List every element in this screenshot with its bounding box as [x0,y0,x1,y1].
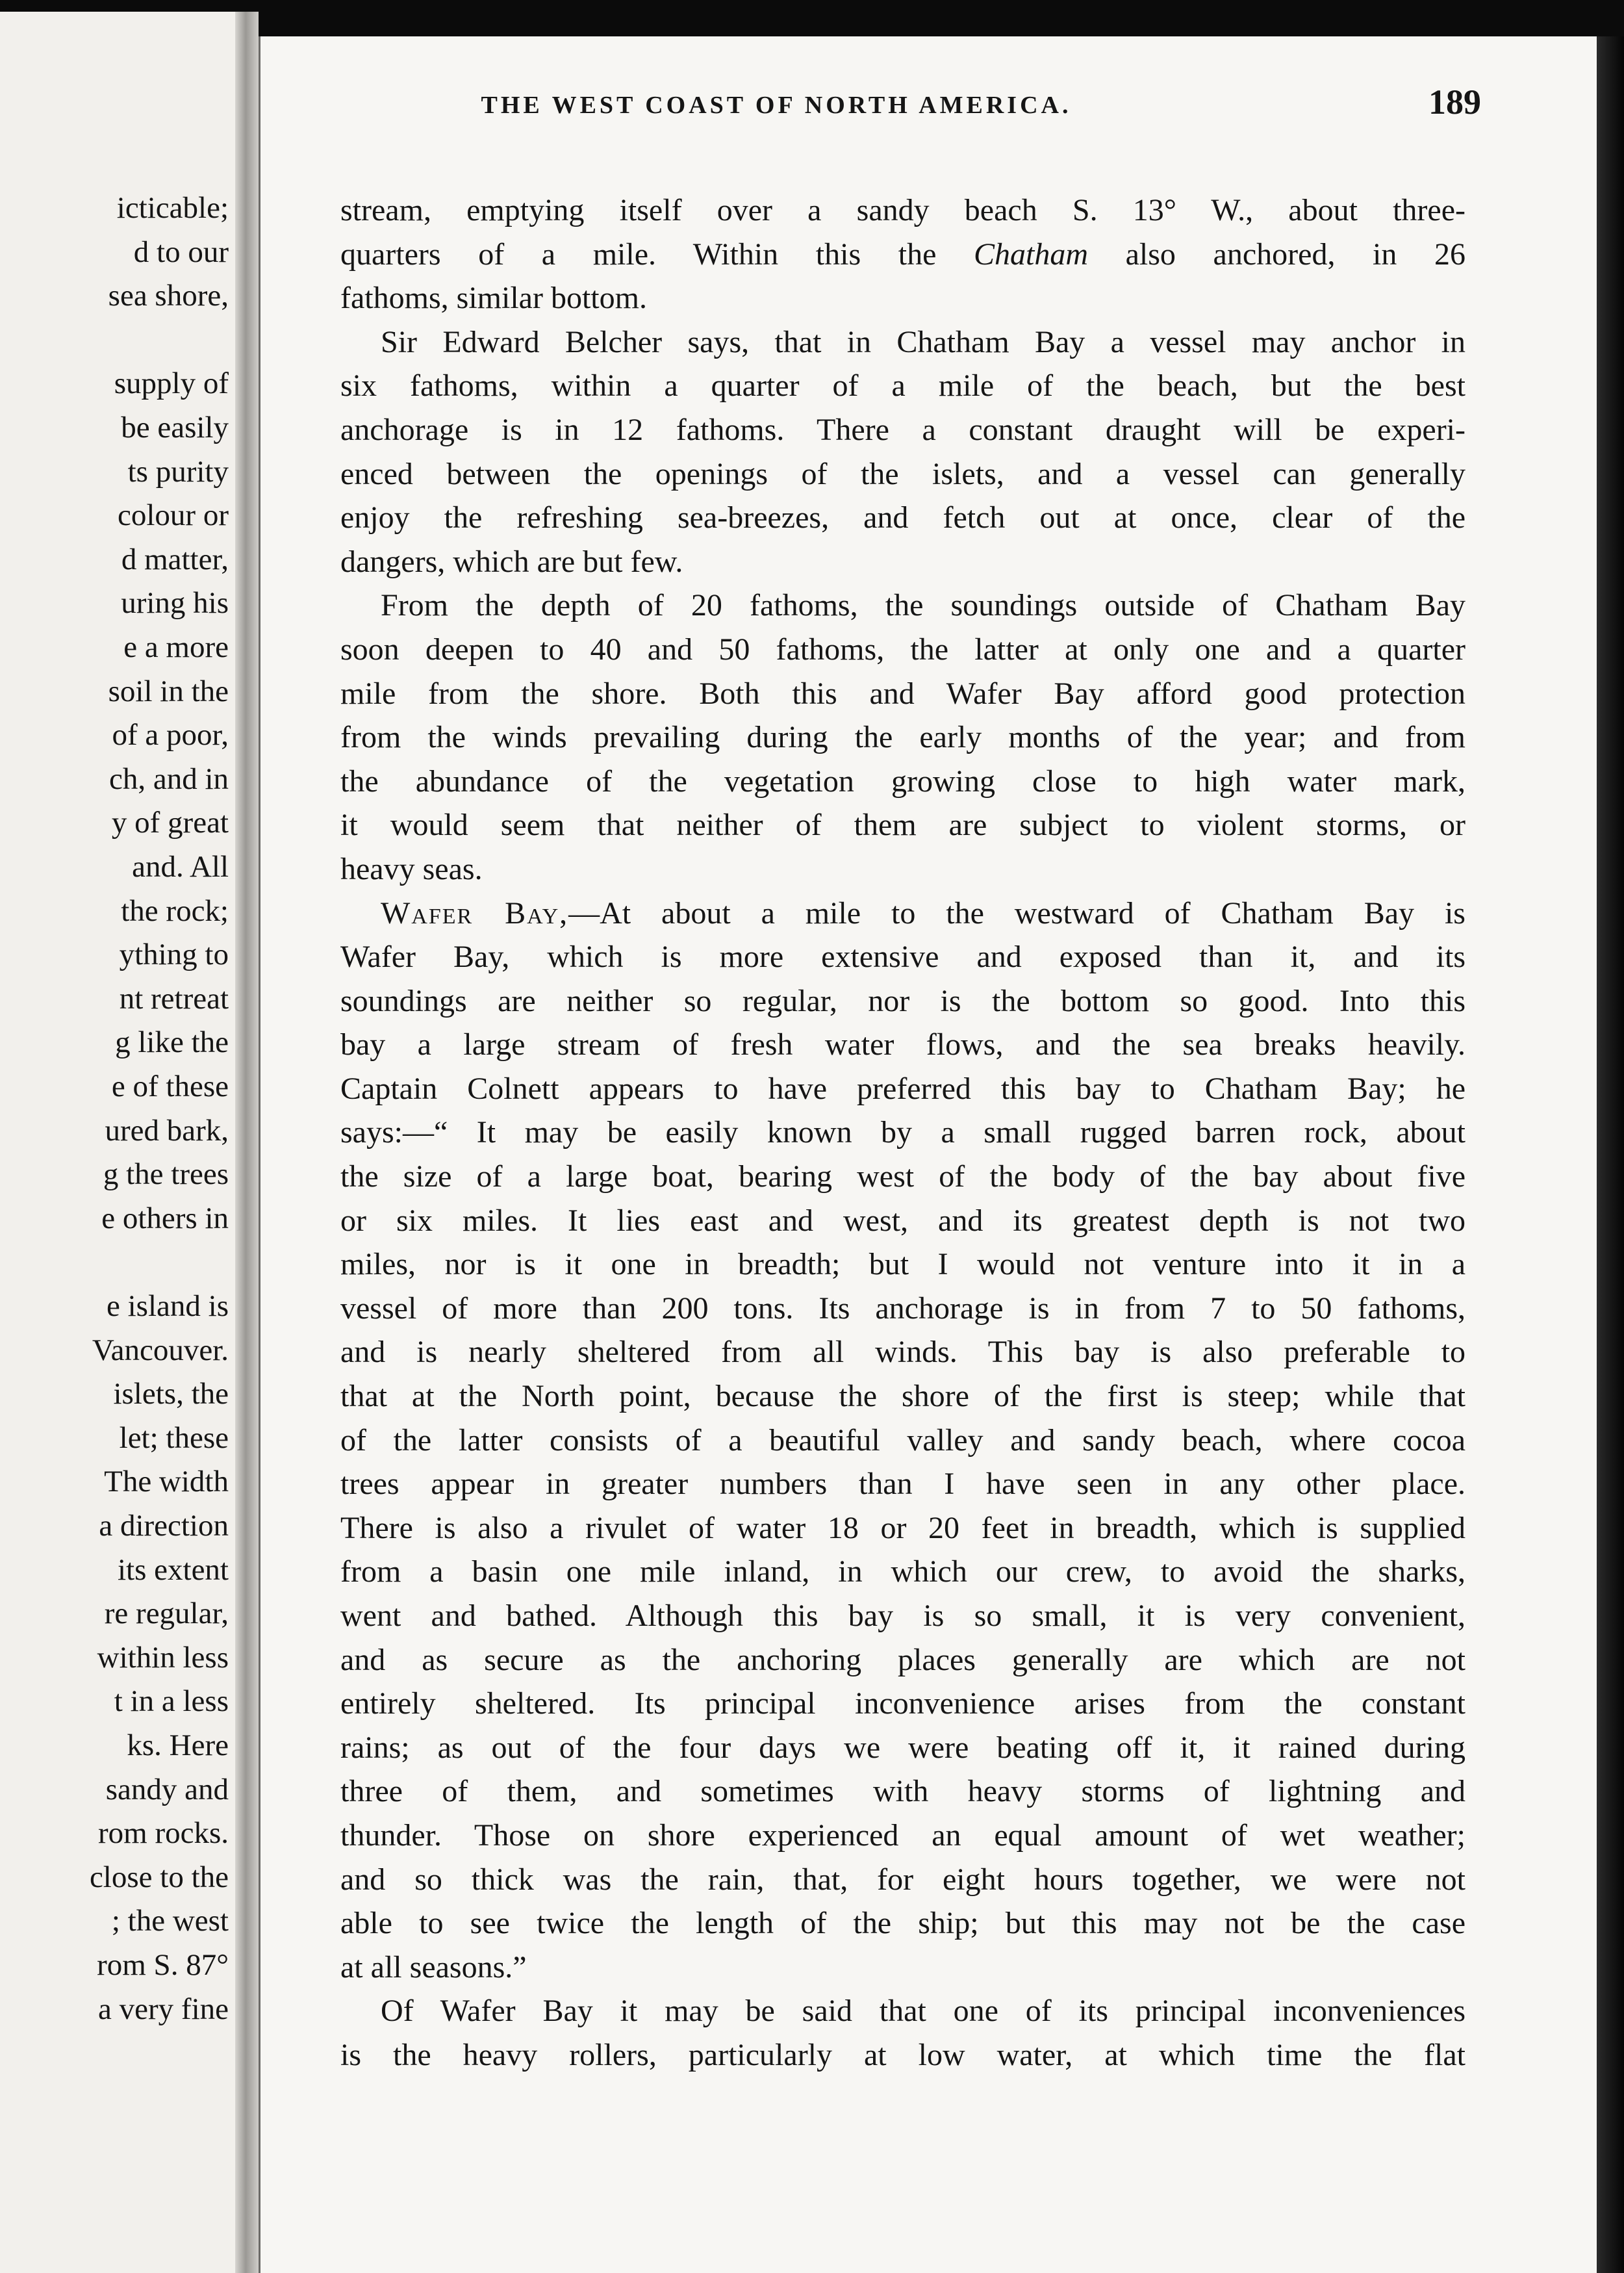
text-line: says:—“ It may be easily known by a small rugged barren rock, about [340,1115,1465,1150]
text-line: or six miles. It lies east and west, and its greatest depth is not two [340,1203,1465,1238]
paragraph [340,892,1465,1990]
text-line: quarters of a mile. Within this the Chatham also anchored, in 26 [340,237,1465,272]
text-line: thunder. Those on shore experienced an equal amount of wet weather; [340,1817,1465,1853]
text-line: miles, nor is it one in breadth; but I would not venture into it in a [340,1247,1465,1282]
facing-page-line: ; the west [111,1904,229,1938]
paragraph [340,320,1465,584]
text-line: enced between the openings of the islets, and a vessel can generally [340,456,1465,491]
text-line: dangers, which are but few. [340,544,683,579]
facing-page-line: Vancouver. [92,1333,229,1367]
paragraph [340,1989,1465,2077]
text-line: went and bathed. Although this bay is so small, it is very convenient, [340,1599,1465,1633]
text-line: Wafer Bay, which is more extensive and exposed than it, and its [340,940,1465,975]
paragraph [340,584,1465,891]
facing-page-line: ts purity [127,454,229,489]
facing-page-line: ch, and in [108,762,229,796]
facing-page-line: islets, the [113,1377,229,1411]
facing-page-line: ything to [119,938,229,972]
text-line: that at the North point, because the shore of the first is steep; while that [340,1379,1465,1414]
facing-page-line: close to the [89,1860,229,1894]
page-edge [1597,36,1624,2273]
facing-page-line: g the trees [103,1157,229,1192]
facing-page-line: a direction [99,1509,229,1543]
facing-page-line: e others in [101,1201,229,1235]
facing-page-line: within less [97,1640,229,1675]
text-line: soon deepen to 40 and 50 fathoms, the latter at only one and a quarter [340,632,1465,667]
facing-page-line: rom S. 87° [97,1948,229,1982]
text-line: and so thick was the rain, that, for eight hours together, we were not [340,1862,1465,1897]
page-number: 189 [1428,83,1481,122]
text-line: and as secure as the anchoring places generally are which are not [340,1642,1465,1677]
facing-page-line: let; these [119,1420,229,1455]
facing-page-line: ks. Here [127,1728,229,1762]
paragraph [340,188,1465,320]
facing-page-line: d to our [133,235,229,269]
facing-page-line: The width [104,1465,229,1499]
facing-page-line: of a poor, [112,718,229,752]
text-line: From the depth of 20 fathoms, the soundings outside of Chatham Bay [381,588,1465,623]
facing-page-line: e a more [123,630,229,664]
text-line: soundings are neither so regular, nor is the bottom so good. Into this [340,983,1465,1018]
book-gutter [235,12,259,2273]
facing-page-line: a very fine [98,1992,229,2026]
text-line: fathoms, similar bottom. [340,281,647,316]
facing-page-line: nt retreat [119,981,229,1016]
facing-page-line: re regular, [104,1597,229,1631]
text-line: and is nearly sheltered from all winds. This bay is also preferable to [340,1335,1465,1370]
facing-page-line: its extent [118,1552,229,1587]
facing-page-line: sea shore, [108,279,229,313]
facing-page-line: rom rocks. [97,1816,229,1851]
text-line: stream, emptying itself over a sandy beach S. 13° W., about three- [340,193,1465,227]
facing-page-line: supply of [114,366,229,401]
ship-name: Chatham [973,237,1088,272]
facing-page-line: e of these [111,1070,229,1103]
text-line: from the winds prevailing during the early months of the year; and from [340,720,1465,755]
text-line: it would seem that neither of them are subject to violent storms, or [340,808,1465,843]
text-line: six fathoms, within a quarter of a mile of the beach, but the best [340,368,1465,404]
text-line: Captain Colnett appears to have preferred this bay to Chatham Bay; he [340,1071,1465,1106]
text-line: Sir Edward Belcher says, that in Chatham Bay a vessel may anchor in [381,324,1465,359]
facing-page-line: d matter, [121,542,229,576]
facing-page-line: uring his [121,586,229,621]
running-head: THE WEST COAST OF NORTH AMERICA. [481,92,1072,119]
text-line: There is also a rivulet of water 18 or 20 feet in breadth, which is supplied [340,1510,1465,1545]
text-line: the size of a large boat, bearing west of the body of the bay about five [340,1159,1465,1194]
facing-page-line: the rock; [121,893,229,928]
text-line: is the heavy rollers, particularly at low water, at which time the flat [340,2037,1465,2072]
text-line: three of them, and sometimes with heavy storms of lightning and [340,1774,1465,1809]
facing-page-line: colour or [118,498,229,533]
text-line: vessel of more than 200 tons. Its anchorage is in from 7 to 50 fathoms, [340,1291,1465,1326]
section-heading: Wafer Bay, [381,895,569,931]
facing-page-line: ured bark, [105,1113,229,1148]
facing-page-line: and. All [132,850,229,884]
facing-page-line: g like the [115,1025,229,1060]
text-line: able to see twice the length of the ship; but this may not be the case [340,1906,1465,1941]
text-line: the abundance of the vegetation growing close to high water mark, [340,764,1465,799]
text-line: mile from the shore. Both this and Wafer Bay afford good protection [340,676,1465,711]
text-line: trees appear in greater numbers than I have seen in any other place. [340,1467,1465,1502]
text-line: at all seasons.” [340,1949,527,1984]
text-line: anchorage is in 12 fathoms. There a constant draught will be experi- [340,412,1465,447]
text-line: rains; as out of the four days we were beating off it, it rained during [340,1730,1465,1765]
text-line: Wafer Bay,—At about a mile to the westward of Chatham Bay is [381,895,1465,931]
facing-page-line: t in a less [114,1684,229,1719]
facing-page-fragment [0,12,235,2273]
facing-page-line: y of great [111,806,229,840]
text-line: enjoy the refreshing sea-breezes, and fetch out at once, clear of the [340,500,1465,535]
text-line: Of Wafer Bay it may be said that one of its principal inconveniences [381,1994,1465,2029]
facing-page-line: sandy and [105,1772,229,1806]
text-line: bay a large stream of fresh water flows, and the sea breaks heavily. [340,1027,1465,1062]
text-line: heavy seas. [340,851,483,886]
text-line: from a basin one mile inland, in which our crew, to avoid the sharks, [340,1554,1465,1589]
facing-page-line: soil in the [108,674,229,708]
text-line: of the latter consists of a beautiful valley and sandy beach, where cocoa [340,1422,1465,1458]
facing-page-line: be easily [121,411,229,444]
text-line: entirely sheltered. Its principal inconvenience arises from the constant [340,1686,1465,1721]
facing-page-line: e island is [107,1289,229,1323]
facing-page-line: icticable; [116,191,229,225]
body-text [340,188,1465,2077]
